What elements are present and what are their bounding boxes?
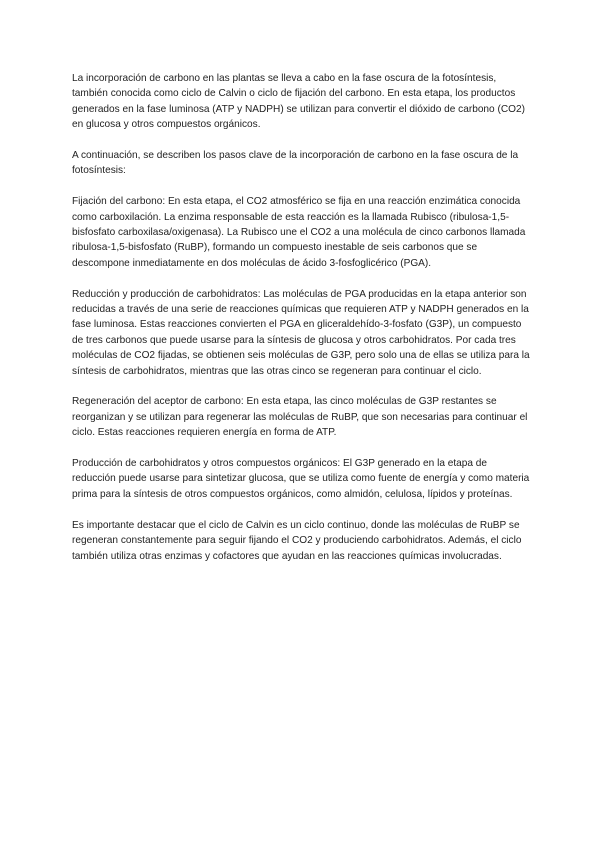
paragraph-intro: La incorporación de carbono en las plantas se lleva a cabo en la fase oscura de la fotosíntesis, también conocida como ciclo de Calvin o ciclo de fijación del carbono. En esta etapa, los productos generados en la fase luminosa (ATP y NADPH) se utilizan para convertir el dióxido de carbono (CO2) en glucosa y otros compuestos orgánicos.	[72, 73, 525, 131]
paragraph-production: Producción de carbohidratos y otros compuestos orgánicos: El G3P generado en la etapa de reducción puede usarse para sintetizar glucosa, que se utiliza como fuente de energía y como materia prima para la síntesis de otros compuestos orgánicos, como almidón, celulosa, lípidos y proteínas.	[72, 458, 530, 500]
paragraph-reduction: Reducción y producción de carbohidratos: Las moléculas de PGA producidas en la etapa anterior son reducidas a través de una serie de reacciones químicas que requieren ATP y NADPH generados en la fase luminosa. Estas reacciones convierten el PGA en gliceraldehído-3-fosfato (G3P), un compuesto de tres carbonos que puede usarse para la síntesis de glucosa y otros carbohidratos. Por cada tres moléculas de CO2 fijadas, se obtienen seis moléculas de G3P, pero solo una de ellas se utiliza para la síntesis de carbohidratos, mientras que las otras cinco se regeneran para continuar el ciclo.	[72, 288, 530, 377]
document-body	[72, 71, 532, 579]
paragraph-regeneration: Regeneración del aceptor de carbono: En esta etapa, las cinco moléculas de G3P restantes se reorganizan y se utilizan para regenerar las moléculas de RuBP, que son necesarias para continuar el ciclo. Estas reacciones requieren energía en forma de ATP.	[72, 396, 528, 439]
paragraph-overview: A continuación, se describen los pasos clave de la incorporación de carbono en la fase oscura de la fotosíntesis:	[72, 150, 519, 177]
paragraph-carbon-fixation: Fijación del carbono: En esta etapa, el CO2 atmosférico se fija en una reacción enzimática conocida como carboxilación. La enzima responsable de esta reacción es la llamada Rubisco (ribulosa-1,5-bisfosfato carboxilasa/oxigenasa). La Rubisco une el CO2 a una molécula de cinco carbonos llamada ribulosa-1,5-bisfosfato (RuBP), formando un compuesto inestable de seis carbonos que se descompone inmediatamente en dos moléculas de ácido 3-fosfoglicérico (PGA).	[72, 196, 526, 269]
paragraph-conclusion: Es importante destacar que el ciclo de Calvin es un ciclo continuo, donde las moléculas de RuBP se regeneran constantemente para seguir fijando el CO2 y produciendo carbohidratos. Además, el ciclo también utiliza otras enzimas y cofactores que ayudan en las reacciones químicas involucradas.	[72, 519, 522, 562]
